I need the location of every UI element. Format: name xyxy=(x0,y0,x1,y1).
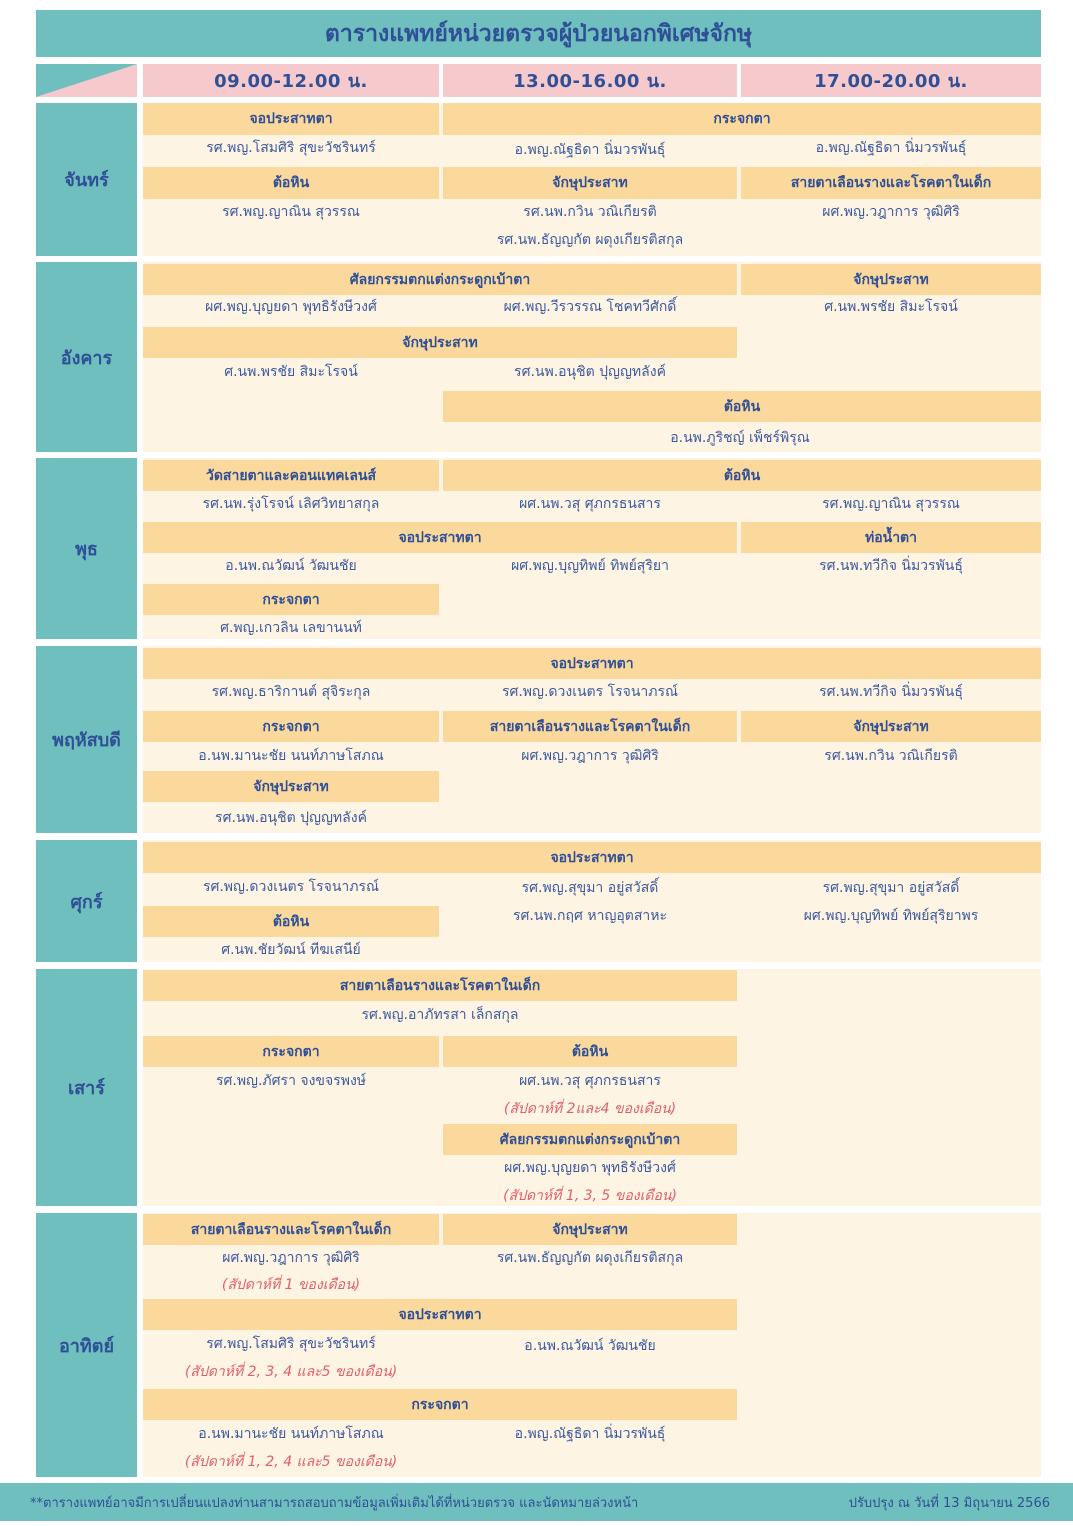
day-sunday: อาทิตย์ xyxy=(36,1213,137,1477)
specialty-header: จักษุประสาท xyxy=(143,327,737,358)
doctor-name: ผศ.พญ.บุญทิพย์ ทิพย์สุริยา xyxy=(511,558,669,574)
doctor-name: อ.พญ.ณัฐธิดา นิ่มวรพันธุ์ xyxy=(514,1426,666,1442)
doctor-name: รศ.นพ.อนุชิต ปุญญทลังค์ xyxy=(514,364,666,380)
doctor-name: ศ.นพ.พรชัย สิมะโรจน์ xyxy=(824,299,958,315)
doctor-name: รศ.นพ.กฤศ หาญอุตสาหะ xyxy=(512,908,668,924)
doctor-name: อ.นพ.ณวัฒน์ วัฒนชัย xyxy=(225,558,357,574)
doctor-name: รศ.พญ.ภัศรา จงขจรพงษ์ xyxy=(215,1073,367,1089)
doctor-name: รศ.พญ.โสมศิริ สุขะวัชรินทร์ xyxy=(206,140,376,156)
specialty-header: จอประสาทตา xyxy=(143,103,439,135)
doctor-name: อ.นพ.มานะชัย นนท์ภาษโสภณ xyxy=(198,748,384,764)
doctor-name: ผศ.พญ.วฎาการ วุฒิศิริ xyxy=(521,748,659,764)
specialty-header: จักษุประสาท xyxy=(443,1214,737,1245)
doctor-name: รศ.พญ.ดวงเนตร โรจนาภรณ์ xyxy=(501,684,679,700)
doctor-name: ผศ.พญ.วฎาการ วุฒิศิริ xyxy=(222,1250,360,1266)
specialty-header: สายตาเลือนรางและโรคตาในเด็ก xyxy=(741,167,1041,199)
specialty-header: ต้อหิน xyxy=(443,1036,737,1067)
doctor-name: รศ.พญ.สุขุมา อยู่สวัสดิ์ xyxy=(822,880,960,896)
specialty-header: กระจกตา xyxy=(143,1389,737,1420)
specialty-header: จอประสาทตา xyxy=(143,648,1041,679)
doctor-name: ผศ.นพ.วสุ ศุภกรธนสาร xyxy=(519,1073,661,1089)
diagonal-decoration xyxy=(36,64,137,97)
doctor-name: อ.นพ.ณวัฒน์ วัฒนชัย xyxy=(524,1338,656,1354)
doctor-name: ศ.นพ.พรชัย สิมะโรจน์ xyxy=(224,364,358,380)
specialty-header: สายตาเลือนรางและโรคตาในเด็ก xyxy=(443,711,737,742)
doctor-name: ศ.พญ.เกวลิน เลขานนท์ xyxy=(220,620,362,636)
doctor-name: รศ.นพ.รุ่งโรจน์ เลิศวิทยาสกุล xyxy=(202,496,380,512)
footer-note: **ตารางแพทย์อาจมีการเปลี่ยนแปลงท่านสามารถสอบถามข้อมูลเพิ่มเติมได้ที่หน่วยตรวจ และนัดหมายล่วงหน้า xyxy=(30,1495,639,1511)
day-thursday: พฤหัสบดี xyxy=(36,646,137,833)
specialty-header: ต้อหิน xyxy=(143,167,439,199)
doctor-name: รศ.พญ.อาภัทรสา เล็กสกุล xyxy=(361,1007,519,1023)
doctor-name: ผศ.พญ.วีรวรรณ โชคทวีศักดิ์ xyxy=(503,299,677,315)
schedule-note: (สัปดาห์ที่ 2และ4 ของเดือน) xyxy=(503,1101,677,1117)
specialty-header: จอประสาทตา xyxy=(143,522,737,553)
doctor-name: รศ.นพ.กวิน วณิเกียรติ xyxy=(523,204,657,220)
doctor-name: รศ.พญ.ญาณิน สุวรรณ xyxy=(222,204,360,220)
specialty-header: กระจกตา xyxy=(443,103,1041,135)
doctor-name: รศ.พญ.สุขุมา อยู่สวัสดิ์ xyxy=(521,880,659,896)
doctor-name: ผศ.พญ.วฎาการ วุฒิศิริ xyxy=(822,204,960,220)
doctor-name: รศ.นพ.กวิน วณิเกียรติ xyxy=(824,748,958,764)
schedule-note: (สัปดาห์ที่ 1, 2, 4 และ5 ของเดือน) xyxy=(184,1454,398,1470)
specialty-header: จักษุประสาท xyxy=(143,771,439,802)
doctor-name: ผศ.นพ.วสุ ศุภกรธนสาร xyxy=(519,496,661,512)
doctor-name: ศ.นพ.ชัยวัฒน์ ทีฆเสนีย์ xyxy=(221,942,361,958)
specialty-header: กระจกตา xyxy=(143,584,439,615)
specialty-header: จักษุประสาท xyxy=(741,264,1041,295)
day-saturday: เสาร์ xyxy=(36,969,137,1206)
doctor-name: อ.นพ.มานะชัย นนท์ภาษโสภณ xyxy=(198,1426,384,1442)
specialty-header: ต้อหิน xyxy=(143,906,439,937)
specialty-header: ต้อหิน xyxy=(443,391,1041,422)
doctor-name: รศ.นพ.ทวีกิจ นิ่มวรพันธุ์ xyxy=(819,684,963,700)
specialty-header: กระจกตา xyxy=(143,711,439,742)
schedule-note: (สัปดาห์ที่ 1, 3, 5 ของเดือน) xyxy=(503,1188,677,1204)
specialty-header: กระจกตา xyxy=(143,1036,439,1067)
doctor-name: รศ.พญ.ดวงเนตร โรจนาภรณ์ xyxy=(202,879,380,895)
specialty-header: จอประสาทตา xyxy=(143,842,1041,873)
doctor-name: รศ.นพ.อนุชิต ปุญญทลังค์ xyxy=(215,810,367,826)
specialty-header: สายตาเลือนรางและโรคตาในเด็ก xyxy=(143,970,737,1001)
doctor-name: อ.พญ.ณัฐธิดา นิ่มวรพันธุ์ xyxy=(815,140,967,156)
doctor-name: รศ.พญ.ญาณิน สุวรรณ xyxy=(822,496,960,512)
corner-cell xyxy=(36,64,137,97)
schedule-note: (สัปดาห์ที่ 1 ของเดือน) xyxy=(221,1277,361,1293)
specialty-header: ต้อหิน xyxy=(443,460,1041,491)
schedule-note: (สัปดาห์ที่ 2, 3, 4 และ5 ของเดือน) xyxy=(184,1364,398,1380)
doctor-name: รศ.นพ.ธัญญกัต ผดุงเกียรติสกุล xyxy=(496,1250,684,1266)
specialty-header: สายตาเลือนรางและโรคตาในเด็ก xyxy=(143,1214,439,1245)
day-wednesday: พุธ xyxy=(36,458,137,639)
doctor-name: ผศ.พญ.บุญทิพย์ ทิพย์สุริยาพร xyxy=(803,908,979,924)
time-evening: 17.00-20.00 น. xyxy=(741,64,1041,97)
specialty-header: วัดสายตาและคอนแทคเลนส์ xyxy=(143,460,439,491)
doctor-name: อ.พญ.ณัฐธิดา นิ่มวรพันธุ์ xyxy=(514,142,666,158)
day-friday: ศุกร์ xyxy=(36,840,137,962)
day-monday: จันทร์ xyxy=(36,103,137,256)
specialty-header: ท่อน้ำตา xyxy=(741,522,1041,553)
specialty-header: จักษุประสาท xyxy=(741,711,1041,742)
doctor-name: รศ.นพ.ธัญญกัต ผดุงเกียรติสกุล xyxy=(496,232,684,248)
page-title: ตารางแพทย์หน่วยตรวจผู้ป่วยนอกพิเศษจักษุ xyxy=(36,10,1041,57)
specialty-header: จักษุประสาท xyxy=(443,167,737,199)
footer-updated: ปรับปรุง ณ วันที่ 13 มิถุนายน 2566 xyxy=(848,1495,1050,1511)
specialty-header: ศัลยกรรมตกแต่งกระดูกเบ้าตา xyxy=(443,1124,737,1155)
specialty-header: ศัลยกรรมตกแต่งกระดูกเบ้าตา xyxy=(143,264,737,295)
doctor-name: รศ.นพ.ทวีกิจ นิ่มวรพันธุ์ xyxy=(819,558,963,574)
doctor-name: ผศ.พญ.บุญยดา พุทธิรังษีวงศ์ xyxy=(205,299,377,315)
doctor-name: ผศ.พญ.บุญยดา พุทธิรังษีวงศ์ xyxy=(504,1160,676,1176)
day-tuesday: อังคาร xyxy=(36,262,137,452)
specialty-header: จอประสาทตา xyxy=(143,1299,737,1330)
time-morning: 09.00-12.00 น. xyxy=(143,64,439,97)
doctor-name: รศ.พญ.โสมศิริ สุขะวัชรินทร์ xyxy=(206,1336,376,1352)
doctor-name: รศ.พญ.ธาริกานต์ สุจิระกุล xyxy=(211,684,371,700)
time-afternoon: 13.00-16.00 น. xyxy=(443,64,737,97)
doctor-name: อ.นพ.ภูริชญ์ เพ็ชร์พิรุณ xyxy=(670,430,810,446)
